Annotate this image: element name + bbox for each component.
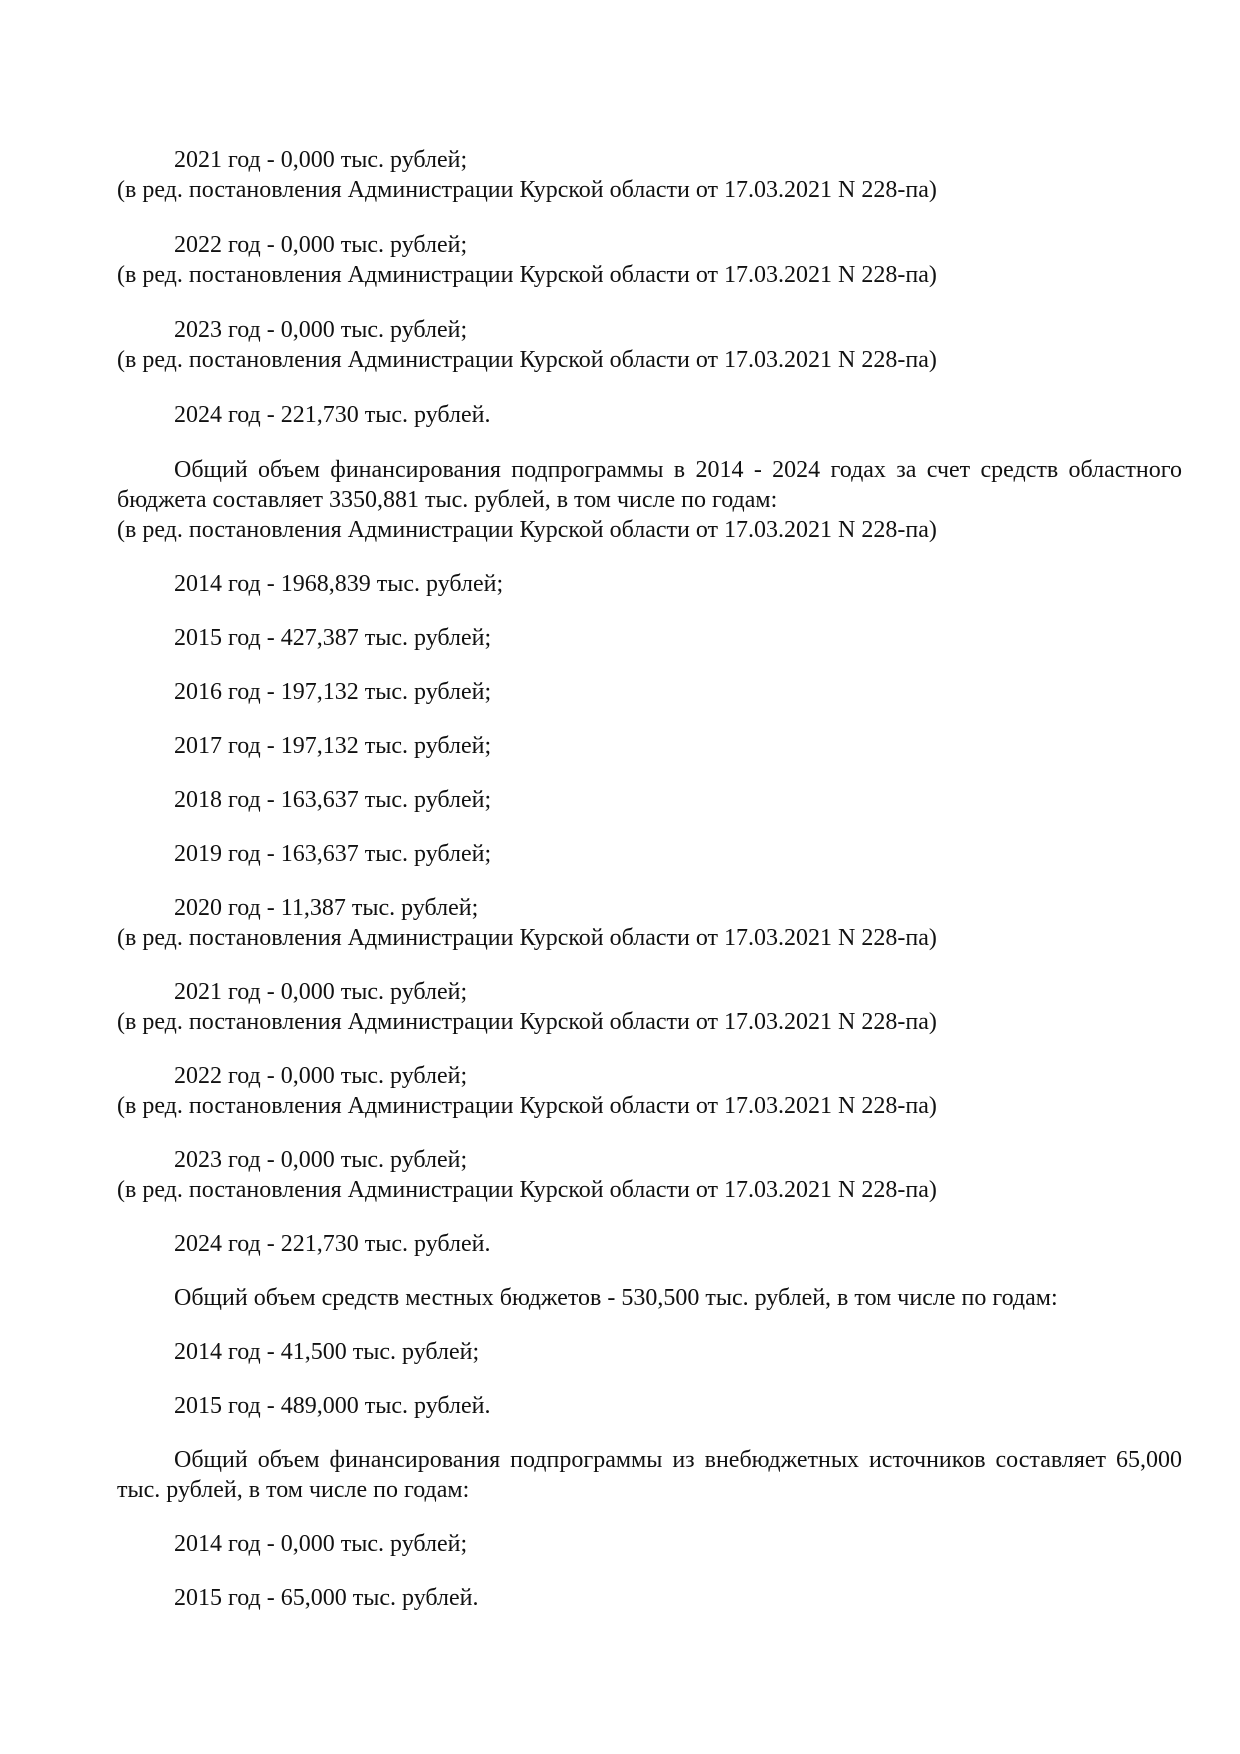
amendment-note: (в ред. постановления Администрации Курской области от 17.03.2021 N 228-па)	[117, 177, 937, 203]
regional-line-2021: 2021 год - 0,000 тыс. рублей;	[174, 979, 468, 1005]
amendment-note: (в ред. постановления Администрации Курской области от 17.03.2021 N 228-па)	[117, 1009, 937, 1035]
regional-line-2022: 2022 год - 0,000 тыс. рублей;	[174, 1063, 468, 1089]
amendment-note: (в ред. постановления Администрации Курской области от 17.03.2021 N 228-па)	[117, 1093, 937, 1119]
local-budget-intro: Общий объем средств местных бюджетов - 530,500 тыс. рублей, в том числе по годам:	[174, 1285, 1058, 1311]
amendment-note: (в ред. постановления Администрации Курской области от 17.03.2021 N 228-па)	[117, 347, 937, 373]
local-line-2014: 2014 год - 41,500 тыс. рублей;	[174, 1339, 480, 1365]
regional-line-2015: 2015 год - 427,387 тыс. рублей;	[174, 625, 492, 651]
extrabudget-line-2014: 2014 год - 0,000 тыс. рублей;	[174, 1531, 468, 1557]
extrabudget-line-2015: 2015 год - 65,000 тыс. рублей.	[174, 1585, 479, 1611]
amendment-note: (в ред. постановления Администрации Курской области от 17.03.2021 N 228-па)	[117, 517, 937, 543]
regional-line-2024: 2024 год - 221,730 тыс. рублей.	[174, 1231, 491, 1257]
amendment-note: (в ред. постановления Администрации Курской области от 17.03.2021 N 228-па)	[117, 262, 937, 288]
regional-line-2023: 2023 год - 0,000 тыс. рублей;	[174, 1147, 468, 1173]
regional-line-2020: 2020 год - 11,387 тыс. рублей;	[174, 895, 479, 921]
amendment-note: (в ред. постановления Администрации Курской области от 17.03.2021 N 228-па)	[117, 925, 937, 951]
funding-line-2024: 2024 год - 221,730 тыс. рублей.	[174, 402, 491, 428]
regional-line-2019: 2019 год - 163,637 тыс. рублей;	[174, 841, 492, 867]
extrabudget-intro: Общий объем финансирования подпрограммы из внебюджетных источников составляет 65,000 тыс. рублей, в том числе по годам:	[117, 1447, 1182, 1503]
regional-line-2018: 2018 год - 163,637 тыс. рублей;	[174, 787, 492, 813]
regional-budget-intro: Общий объем финансирования подпрограммы в 2014 - 2024 годах за счет средств областного бюджета составляет 3350,881 тыс. рублей, в том числе по годам:	[117, 457, 1182, 513]
funding-line-2021: 2021 год - 0,000 тыс. рублей;	[174, 147, 468, 173]
document-page	[117, 145, 1182, 1613]
amendment-note: (в ред. постановления Администрации Курской области от 17.03.2021 N 228-па)	[117, 1177, 937, 1203]
funding-line-2023: 2023 год - 0,000 тыс. рублей;	[174, 317, 468, 343]
funding-line-2022: 2022 год - 0,000 тыс. рублей;	[174, 232, 468, 258]
local-line-2015: 2015 год - 489,000 тыс. рублей.	[174, 1393, 491, 1419]
regional-line-2017: 2017 год - 197,132 тыс. рублей;	[174, 733, 492, 759]
regional-line-2014: 2014 год - 1968,839 тыс. рублей;	[174, 571, 504, 597]
regional-line-2016: 2016 год - 197,132 тыс. рублей;	[174, 679, 492, 705]
